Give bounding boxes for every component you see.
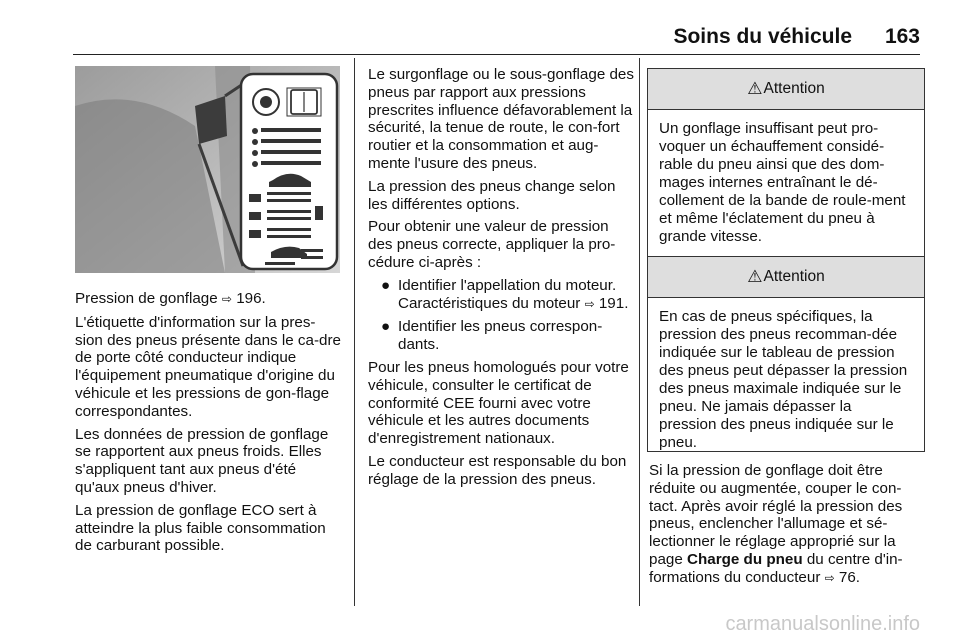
figure-illustration	[75, 66, 340, 273]
warning-icon: ⚠	[747, 267, 763, 287]
watermark: carmanualsonline.info	[725, 613, 920, 635]
page-ref-arrow: ⇨	[824, 570, 835, 585]
paragraph: Pour obtenir une valeur de pression des pneus correcte, appliquer la pro-cédure ci-après :	[368, 218, 616, 271]
warning-icon: ⚠	[747, 79, 763, 99]
menu-term: Charge du pneu	[687, 550, 803, 568]
page-ref[interactable]: 76.	[838, 568, 861, 586]
paragraph	[75, 290, 343, 309]
warning-box	[647, 256, 925, 452]
column-divider-1	[354, 58, 355, 606]
warning-title: Attention	[763, 268, 825, 285]
paragraph: La pression de gonflage ECO sert à atteindre la plus faible consommation de carburant possible.	[75, 501, 326, 555]
warning-body: Un gonflage insuffisant peut pro-voquer un échauffement considé-rable du pneu ainsi que des dom-mages internes entraînant le dé-collement de la bande de roule-ment et même l'éclatement du pneu à grande vitesse.	[659, 120, 906, 245]
warning-body: En cas de pneus spécifiques, la pression des pneus recomman-dée indiquée sur le tableau de pression des pneus peut dépasser la pression des pneus maximale indiquée sur le pneu. Ne jamais dépasser la pression des pneus indiquée sur le pneu.	[659, 308, 908, 451]
paragraph: L'étiquette d'information sur la pres-sion des pneus présente dans le ca-dre de porte côté conducteur indique l'équipement pneumatique d'origine du véhicule et les pressions de gon-flage correspondantes.	[75, 313, 341, 420]
paragraph: Les données de pression de gonflage se rapportent aux pneus froids. Elles s'appliquent tant aux pneus d'été qu'aux pneus d'hiver.	[75, 425, 329, 496]
paragraph-text: Pression de gonflage	[75, 290, 222, 307]
page-ref-arrow: ⇨	[221, 292, 232, 306]
paragraph: La pression des pneus change selon les différentes options.	[368, 177, 616, 213]
page-number: 163	[884, 25, 920, 48]
list-item	[368, 318, 636, 354]
warning-header	[648, 69, 924, 110]
list-item-text: Identifier les pneus correspon-dants.	[398, 318, 603, 354]
header-rule	[73, 54, 920, 55]
warning-title: Attention	[763, 80, 825, 97]
paragraph: Le surgonflage ou le sous-gonflage des pneus par rapport aux pressions prescrites influence défavorablement la sécurité, la tenue de route, le con-fort routier et la consommation et aug-mente l'usure des pneus.	[368, 66, 634, 172]
page-ref-arrow: ⇨	[584, 296, 595, 311]
warning-header	[648, 257, 924, 298]
page-ref[interactable]: 196.	[236, 290, 266, 307]
list-item	[368, 277, 636, 314]
page-header	[0, 0, 960, 54]
list-item-text: Identifier l'appellation du moteur. Caractéristiques du moteur	[398, 276, 617, 312]
paragraph	[649, 462, 929, 588]
paragraph: Le conducteur est responsable du bon réglage de la pression des pneus.	[368, 452, 627, 488]
text-column-1	[75, 290, 343, 560]
tire-pressure-label-figure	[75, 66, 340, 273]
paragraph-text: du centre d'in-formations du conducteur	[649, 550, 903, 586]
warning-box	[647, 68, 925, 269]
text-column-2	[368, 66, 636, 494]
section-title: Soins du véhicule	[673, 25, 852, 48]
column-divider-2	[639, 58, 640, 606]
paragraph-text: Si la pression de gonflage doit être réduite ou augmentée, couper le con-tact. Après avoir réglé la pression des pneus, enclencher l'allumage et sé-lectionner le réglage approprié sur la page	[649, 462, 903, 568]
paragraph: Pour les pneus homologués pour votre véhicule, consulter le certificat de conformité CEE fourni avec votre véhicule et les autres documents d'enregistrement nationaux.	[368, 358, 629, 448]
text-column-3	[649, 462, 929, 593]
page-ref[interactable]: 191.	[598, 294, 629, 312]
bullet-icon: ●	[381, 276, 391, 294]
bullet-icon: ●	[381, 318, 391, 336]
